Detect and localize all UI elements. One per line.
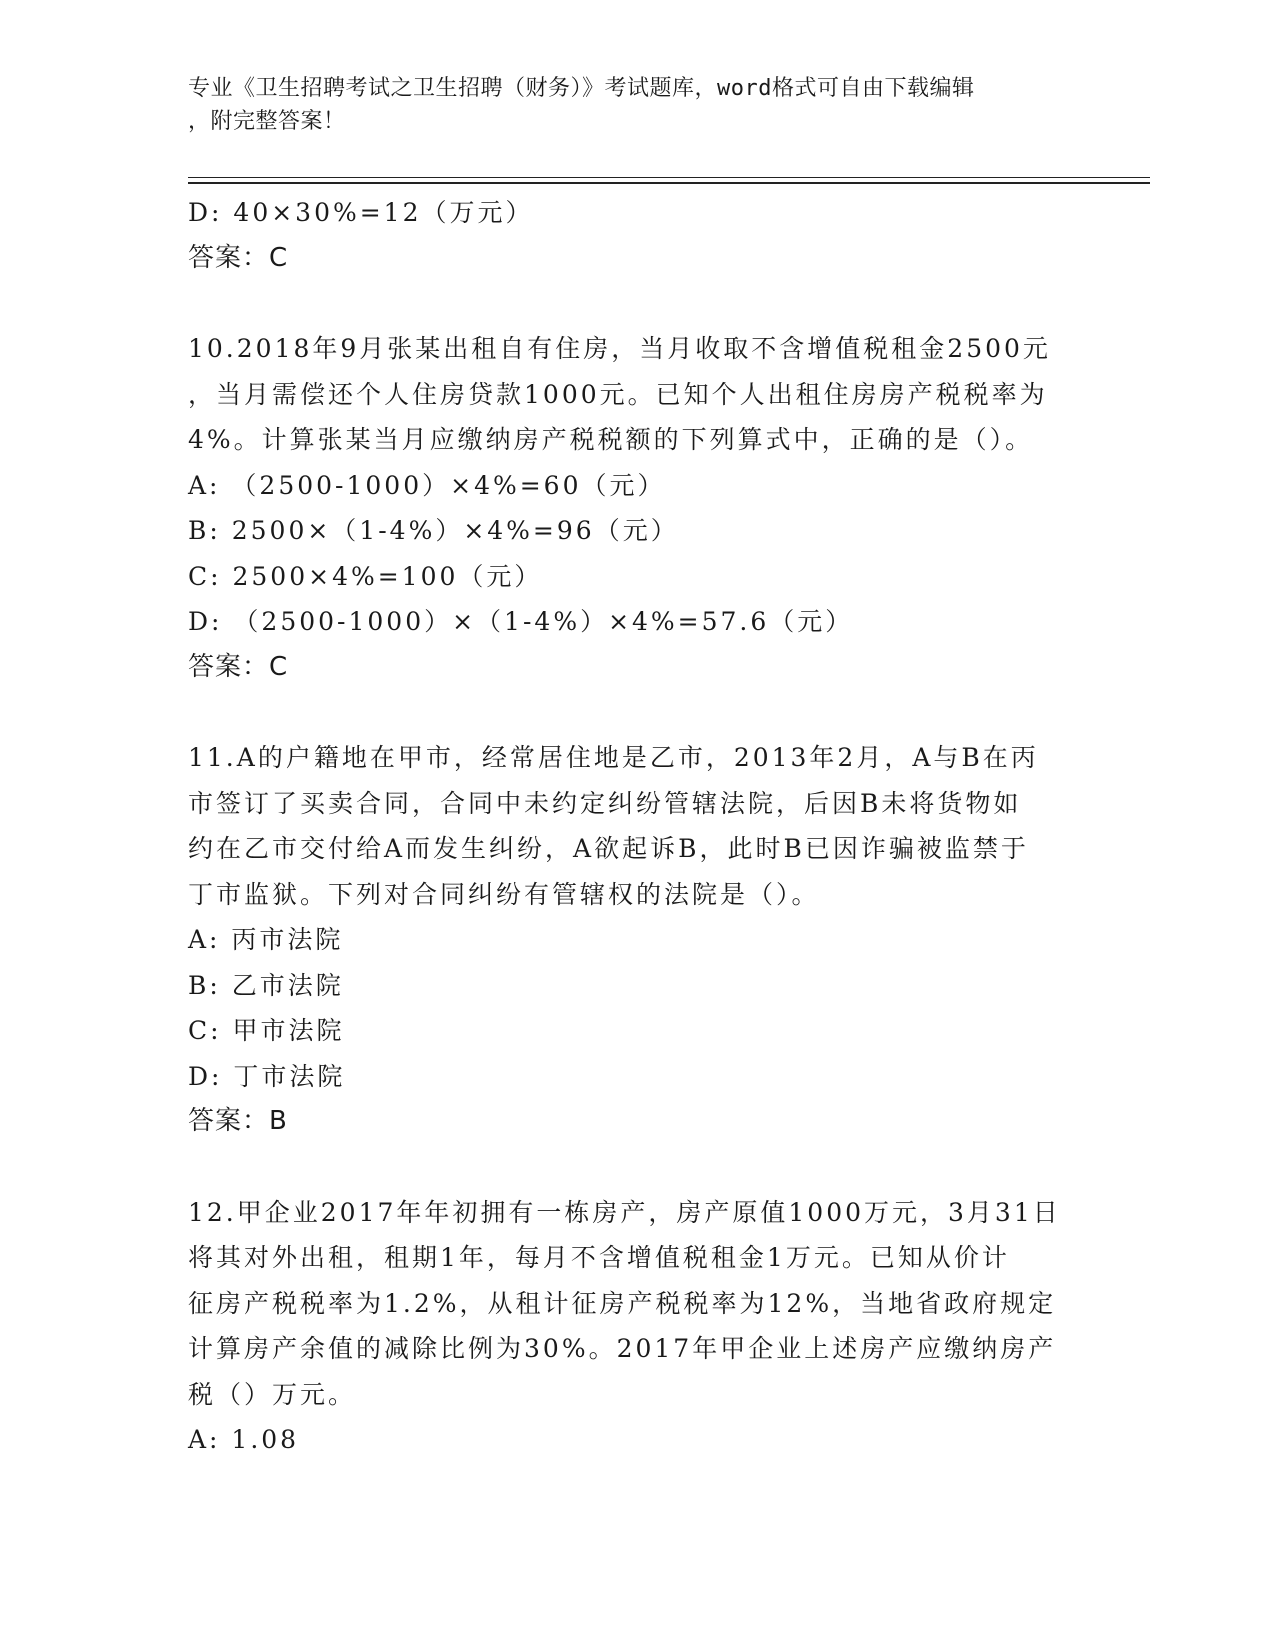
option-d: D: 丁市法院 [188,1061,346,1091]
option-d: D: 40×30%=12（万元） [188,198,534,227]
question-stem-line: 征房产税税率为1.2%，从租计征房产税税率为12%，当地省政府规定 [188,1288,1057,1318]
header-rule-thick [188,182,1150,184]
option-b: B: 乙市法院 [188,970,344,1000]
question-11 [188,735,1088,1145]
question-list [188,190,1088,1463]
question-stem-line: 12.甲企业2017年年初拥有一栋房产，房产原值1000万元，3月31日 [188,1197,1061,1227]
option-c: C: 2500×4%=100（元） [188,561,543,591]
option-c: C: 甲市法院 [188,1016,345,1045]
option-a: A: （2500-1000）×4%=60（元） [188,470,666,500]
question-stem-line: 4%。计算张某当月应缴纳房产税税额的下列算式中，正确的是（）。 [188,425,1034,454]
option-a: A: 丙市法院 [188,925,344,954]
question-stem-line: 将其对外出租，租期1年，每月不含增值税租金1万元。已知从价计 [188,1243,1010,1272]
question-stem-line: 10.2018年9月张某出租自有住房，当月收取不含增值税租金2500元 [188,334,1051,363]
question-9-tail [188,190,1088,281]
question-stem-line: 11.A的户籍地在甲市，经常居住地是乙市，2013年2月，A与B在丙 [188,743,1039,772]
question-gap [188,690,1088,735]
question-stem-line: 约在乙市交付给A而发生纠纷，A欲起诉B，此时B已因诈骗被监禁于 [188,834,1029,863]
question-stem-line: ，当月需偿还个人住房贷款1000元。已知个人出租住房房产税税率为 [188,379,1048,409]
question-10 [188,326,1088,690]
answer-label: 答案：B [188,1106,288,1136]
option-d: D: （2500-1000）×（1-4%）×4%=57.6（元） [188,607,854,636]
question-stem-line: 税（）万元。 [188,1379,357,1409]
question-stem-line: 市签订了买卖合同，合同中未约定纠纷管辖法院，后因B未将货物如 [188,788,1022,818]
header-line-2: ，附完整答案！ [188,109,346,134]
header-rule-thin [188,177,1150,178]
answer-label: 答案：C [188,242,289,273]
option-a: A: 1.08 [188,1425,300,1454]
question-gap [188,281,1088,326]
question-stem-line: 丁市监狱。下列对合同纠纷有管辖权的法院是（）。 [188,879,820,909]
answer-label: 答案：C [188,651,289,682]
option-b: B: 2500×（1-4%）×4%=96（元） [188,516,679,545]
page-header [188,72,1088,138]
question-gap [188,1145,1088,1190]
question-stem-line: 计算房产余值的减除比例为30%。2017年甲企业上述房产应缴纳房产 [188,1334,1057,1363]
question-12 [188,1190,1088,1463]
header-line-1: 专业《卫生招聘考试之卫生招聘（财务）》考试题库，word格式可自由下载编辑 [188,76,975,101]
